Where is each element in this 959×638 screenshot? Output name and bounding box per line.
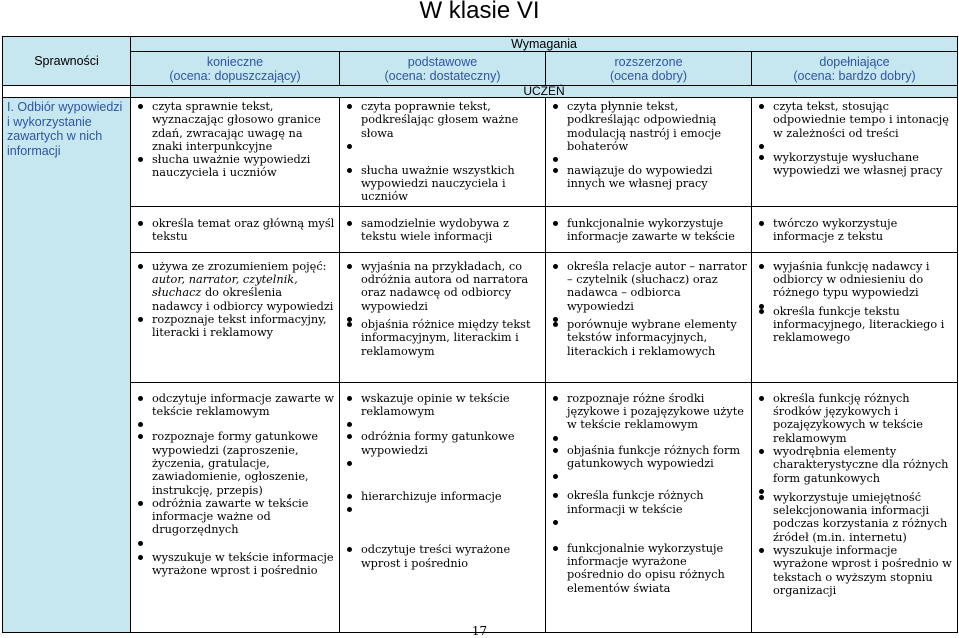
list-item: słucha uważnie wszystkich wypowiedzi nauczyciela i uczniów — [344, 164, 541, 204]
list-item: funkcjonalnie wykorzystuje informacje wyrażone pośrednio do opisu różnych elementów świata — [550, 542, 747, 595]
cell-rozszerzone — [546, 206, 752, 252]
cell-dopelniajace — [752, 252, 958, 382]
list-item: wykorzystuje umiejętność selekcjonowania informacji podczas korzystania z różnych źródeł (m.in. internetu) — [756, 491, 953, 544]
header-level-rozszerzone — [546, 52, 752, 86]
list-item: hierarchizuje informacje — [344, 490, 541, 503]
header-level-dopelniajace — [752, 52, 958, 86]
section-odbior-wypowiedzi: I. Odbiór wypowiedzi i wykorzystanie zawartych w nich informacji — [3, 98, 131, 633]
header-uczen: UCZEŃ — [131, 86, 958, 98]
cell-podstawowe — [340, 206, 546, 252]
list-item: rozpoznaje formy gatunkowe wypowiedzi (zaproszenie, życzenia, gratulacje, zawiadomienie, ogłoszenie, instrukcję, przepis) — [135, 430, 335, 496]
list-item: wyszukuje informacje wyrażone wprost i pośrednio w tekstach o wyższym stopniu organizacji — [756, 544, 953, 597]
header-wymagania: Wymagania — [131, 37, 958, 52]
list-item: odczytuje informacje zawarte w tekście reklamowym — [135, 392, 335, 419]
cell-dopelniajace — [752, 206, 958, 252]
list-item: objaśnia funkcje różnych form gatunkowych wypowiedzi — [550, 444, 747, 471]
list-item: objaśnia różnice między tekst informacyjnym, literackim i reklamowym — [344, 318, 541, 358]
header-level-konieczne — [131, 52, 340, 86]
list-item: wskazuje opinie w tekście reklamowym — [344, 392, 541, 419]
cell-konieczne — [131, 98, 340, 207]
term-lead: używa ze zrozumieniem pojęć: — [152, 259, 327, 273]
list-item: rozpoznaje różne środki językowe i pozajęzykowe użyte w tekście reklamowym — [550, 392, 747, 432]
cell-konieczne — [131, 252, 340, 382]
list-item: określa temat oraz główną myśl tekstu — [135, 217, 335, 244]
term-tail: do określenia nadawcy i odbiorcy wypowiedzi — [152, 286, 334, 313]
list-item: odczytuje treści wyrażone wprost i pośrednio — [344, 543, 541, 570]
cell-dopelniajace — [752, 382, 958, 632]
level-note: (ocena: dopuszczający) — [169, 68, 301, 83]
list-item: rozpoznaje tekst informacyjny, literacki i reklamowy — [135, 313, 335, 340]
list-item: porównuje wybrane elementy tekstów informacyjnych, literackich i reklamowych — [550, 318, 747, 358]
list-item: określa funkcje różnych informacji w tekście — [550, 489, 747, 516]
list-item: nawiązuje do wypowiedzi innych we własnej pracy — [550, 164, 747, 191]
page-title: W klasie VI — [419, 0, 540, 24]
cell-rozszerzone — [546, 382, 752, 632]
list-item: czyta sprawnie tekst, wyznaczając głosowo granice zdań, zwracając uwagę na znaki interpunkcyjne — [135, 100, 335, 153]
list-item: czyta płynnie tekst, podkreślając odpowiednią modulacją nastrój i emocje bohaterów — [550, 100, 747, 153]
list-item: wykorzystuje wysłuchane wypowiedzi we własnej pracy — [756, 151, 953, 178]
list-item: wyszukuje w tekście informacje wyrażone wprost i pośrednio — [135, 551, 335, 578]
list-item: słucha uważnie wypowiedzi nauczyciela i uczniów — [135, 153, 335, 180]
level-name: podstawowe — [407, 54, 478, 69]
term-list: autor, narrator, czytelnik, słuchacz — [152, 273, 298, 300]
list-item: określa funkcje tekstu informacyjnego, literackiego i reklamowego — [756, 305, 953, 345]
list-item — [135, 260, 335, 313]
cell-podstawowe — [340, 252, 546, 382]
list-item: czyta poprawnie tekst, podkreślając głosem ważne słowa — [344, 100, 541, 140]
list-item: funkcjonalnie wykorzystuje informacje zawarte w tekście — [550, 217, 747, 244]
level-name: rozszerzone — [614, 54, 683, 69]
cell-rozszerzone — [546, 98, 752, 207]
level-note: (ocena dobry) — [609, 68, 688, 83]
list-item: twórczo wykorzystuje informacje z tekstu — [756, 217, 953, 244]
level-name: konieczne — [206, 54, 264, 69]
page-number: 17 — [471, 624, 488, 638]
list-item: czyta tekst, stosując odpowiednie tempo i intonację w zależności od treści — [756, 100, 953, 140]
list-item: wyjaśnia na przykładach, co odróżnia autora od narratora oraz nadawcę od odbiorcy wypowiedzi — [344, 260, 541, 313]
cell-podstawowe — [340, 382, 546, 632]
list-item: wyodrębnia elementy charakterystyczne dla różnych form gatunkowych — [756, 445, 953, 485]
header-level-podstawowe — [340, 52, 546, 86]
requirements-table — [2, 36, 958, 633]
level-note: (ocena: dostateczny) — [384, 68, 501, 83]
level-name: dopełniające — [819, 54, 890, 69]
list-item: odróżnia zawarte w tekście informacje ważne od drugorzędnych — [135, 497, 335, 537]
header-sprawnosci: Sprawności — [3, 37, 131, 86]
cell-konieczne — [131, 206, 340, 252]
list-item: określa funkcję różnych środków językowych i pozajęzykowych w tekście reklamowym — [756, 392, 953, 445]
cell-rozszerzone — [546, 252, 752, 382]
list-item: odróżnia formy gatunkowe wypowiedzi — [344, 430, 541, 457]
list-item: wyjaśnia funkcję nadawcy i odbiorcy w odniesieniu do różnego typu wypowiedzi — [756, 260, 953, 300]
cell-dopelniajace — [752, 98, 958, 207]
list-item: określa relacje autor – narrator – czytelnik (słuchacz) oraz nadawca – odbiorca wypowiedzi — [550, 260, 747, 313]
cell-konieczne — [131, 382, 340, 632]
level-note: (ocena: bardzo dobry) — [793, 68, 916, 83]
list-item: samodzielnie wydobywa z tekstu wiele informacji — [344, 217, 541, 244]
cell-podstawowe — [340, 98, 546, 207]
